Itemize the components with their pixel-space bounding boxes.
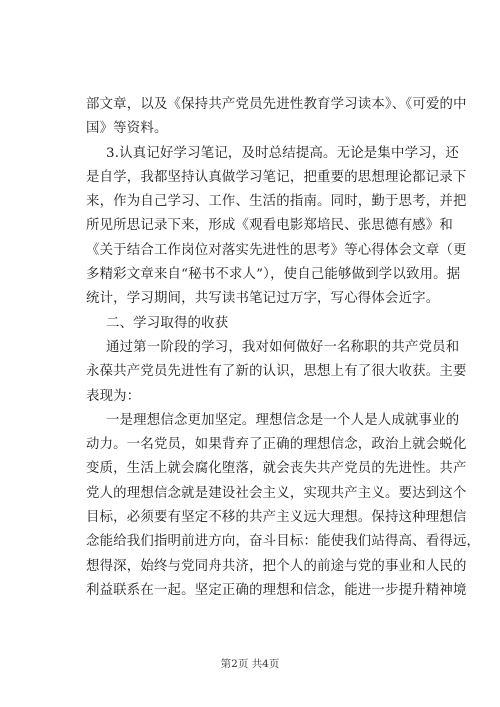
text-line: 通过第一阶段的学习，我对如何做好一名称职的共产党员和 xyxy=(106,339,460,355)
text-line: 永葆共产党员先进性有了新的认识，思想上有了很大收获。主要 xyxy=(86,364,467,380)
text-line: 来，作为自己学习、工作、生活的指南。同时，勤于思考，并把 xyxy=(86,194,467,210)
text-line: 党人的理想信念就是建设社会主义，实现共产主义。要达到这个 xyxy=(86,485,467,501)
text-line: 利益联系在一起。坚定正确的理想和信念，能进一步提升精神境 xyxy=(86,582,467,598)
document-body xyxy=(86,93,481,603)
page-number-footer: 第2页 共4页 xyxy=(220,658,280,670)
text-line: 3.认真记好学习笔记，及时总结提高。无论是集中学习，还 xyxy=(106,145,459,161)
text-line: 统计，学习期间，共写读书笔记过万字，写心得体会近字。 xyxy=(86,291,440,307)
text-line: 国》等资料。 xyxy=(86,121,168,137)
text-line: 想得深，始终与党同舟共济，把个人的前途与党的事业和人民的 xyxy=(86,558,467,574)
text-line: 目标，必须要有坚定不移的共产主义远大理想。保持这种理想信 xyxy=(86,510,467,526)
text-line: 念能给我们指明前进方向，奋斗目标：能使我们站得高、看得远， xyxy=(86,534,481,550)
text-line: 是自学，我都坚持认真做学习笔记，把重要的思想理论都记录下 xyxy=(86,169,467,185)
text-line: 部文章，以及《保持共产党员先进性教育学习读本》、《可爱的中 xyxy=(86,97,467,112)
text-line: 一是理想信念更加坚定。理想信念是一个人是人成就事业的 xyxy=(106,412,460,428)
section-heading: 二、学习取得的收获 xyxy=(106,315,229,331)
text-line: 动力。一名党员，如果背弃了正确的理想信念，政治上就会蜕化 xyxy=(86,437,467,453)
text-line: 多精彩文章来自“秘书不求人”），使自己能够做到学以致用。据 xyxy=(86,267,461,283)
text-line: 所见所思记录下来，形成《观看电影郑培民、张思德有感》和 xyxy=(86,218,453,234)
text-line: 变质，生活上就会腐化堕落，就会丧失共产党员的先进性。共产 xyxy=(86,461,467,477)
text-line: 《关于结合工作岗位对落实先进性的思考》等心得体会文章（更 xyxy=(86,242,467,258)
text-line: 表现为： xyxy=(86,388,141,404)
